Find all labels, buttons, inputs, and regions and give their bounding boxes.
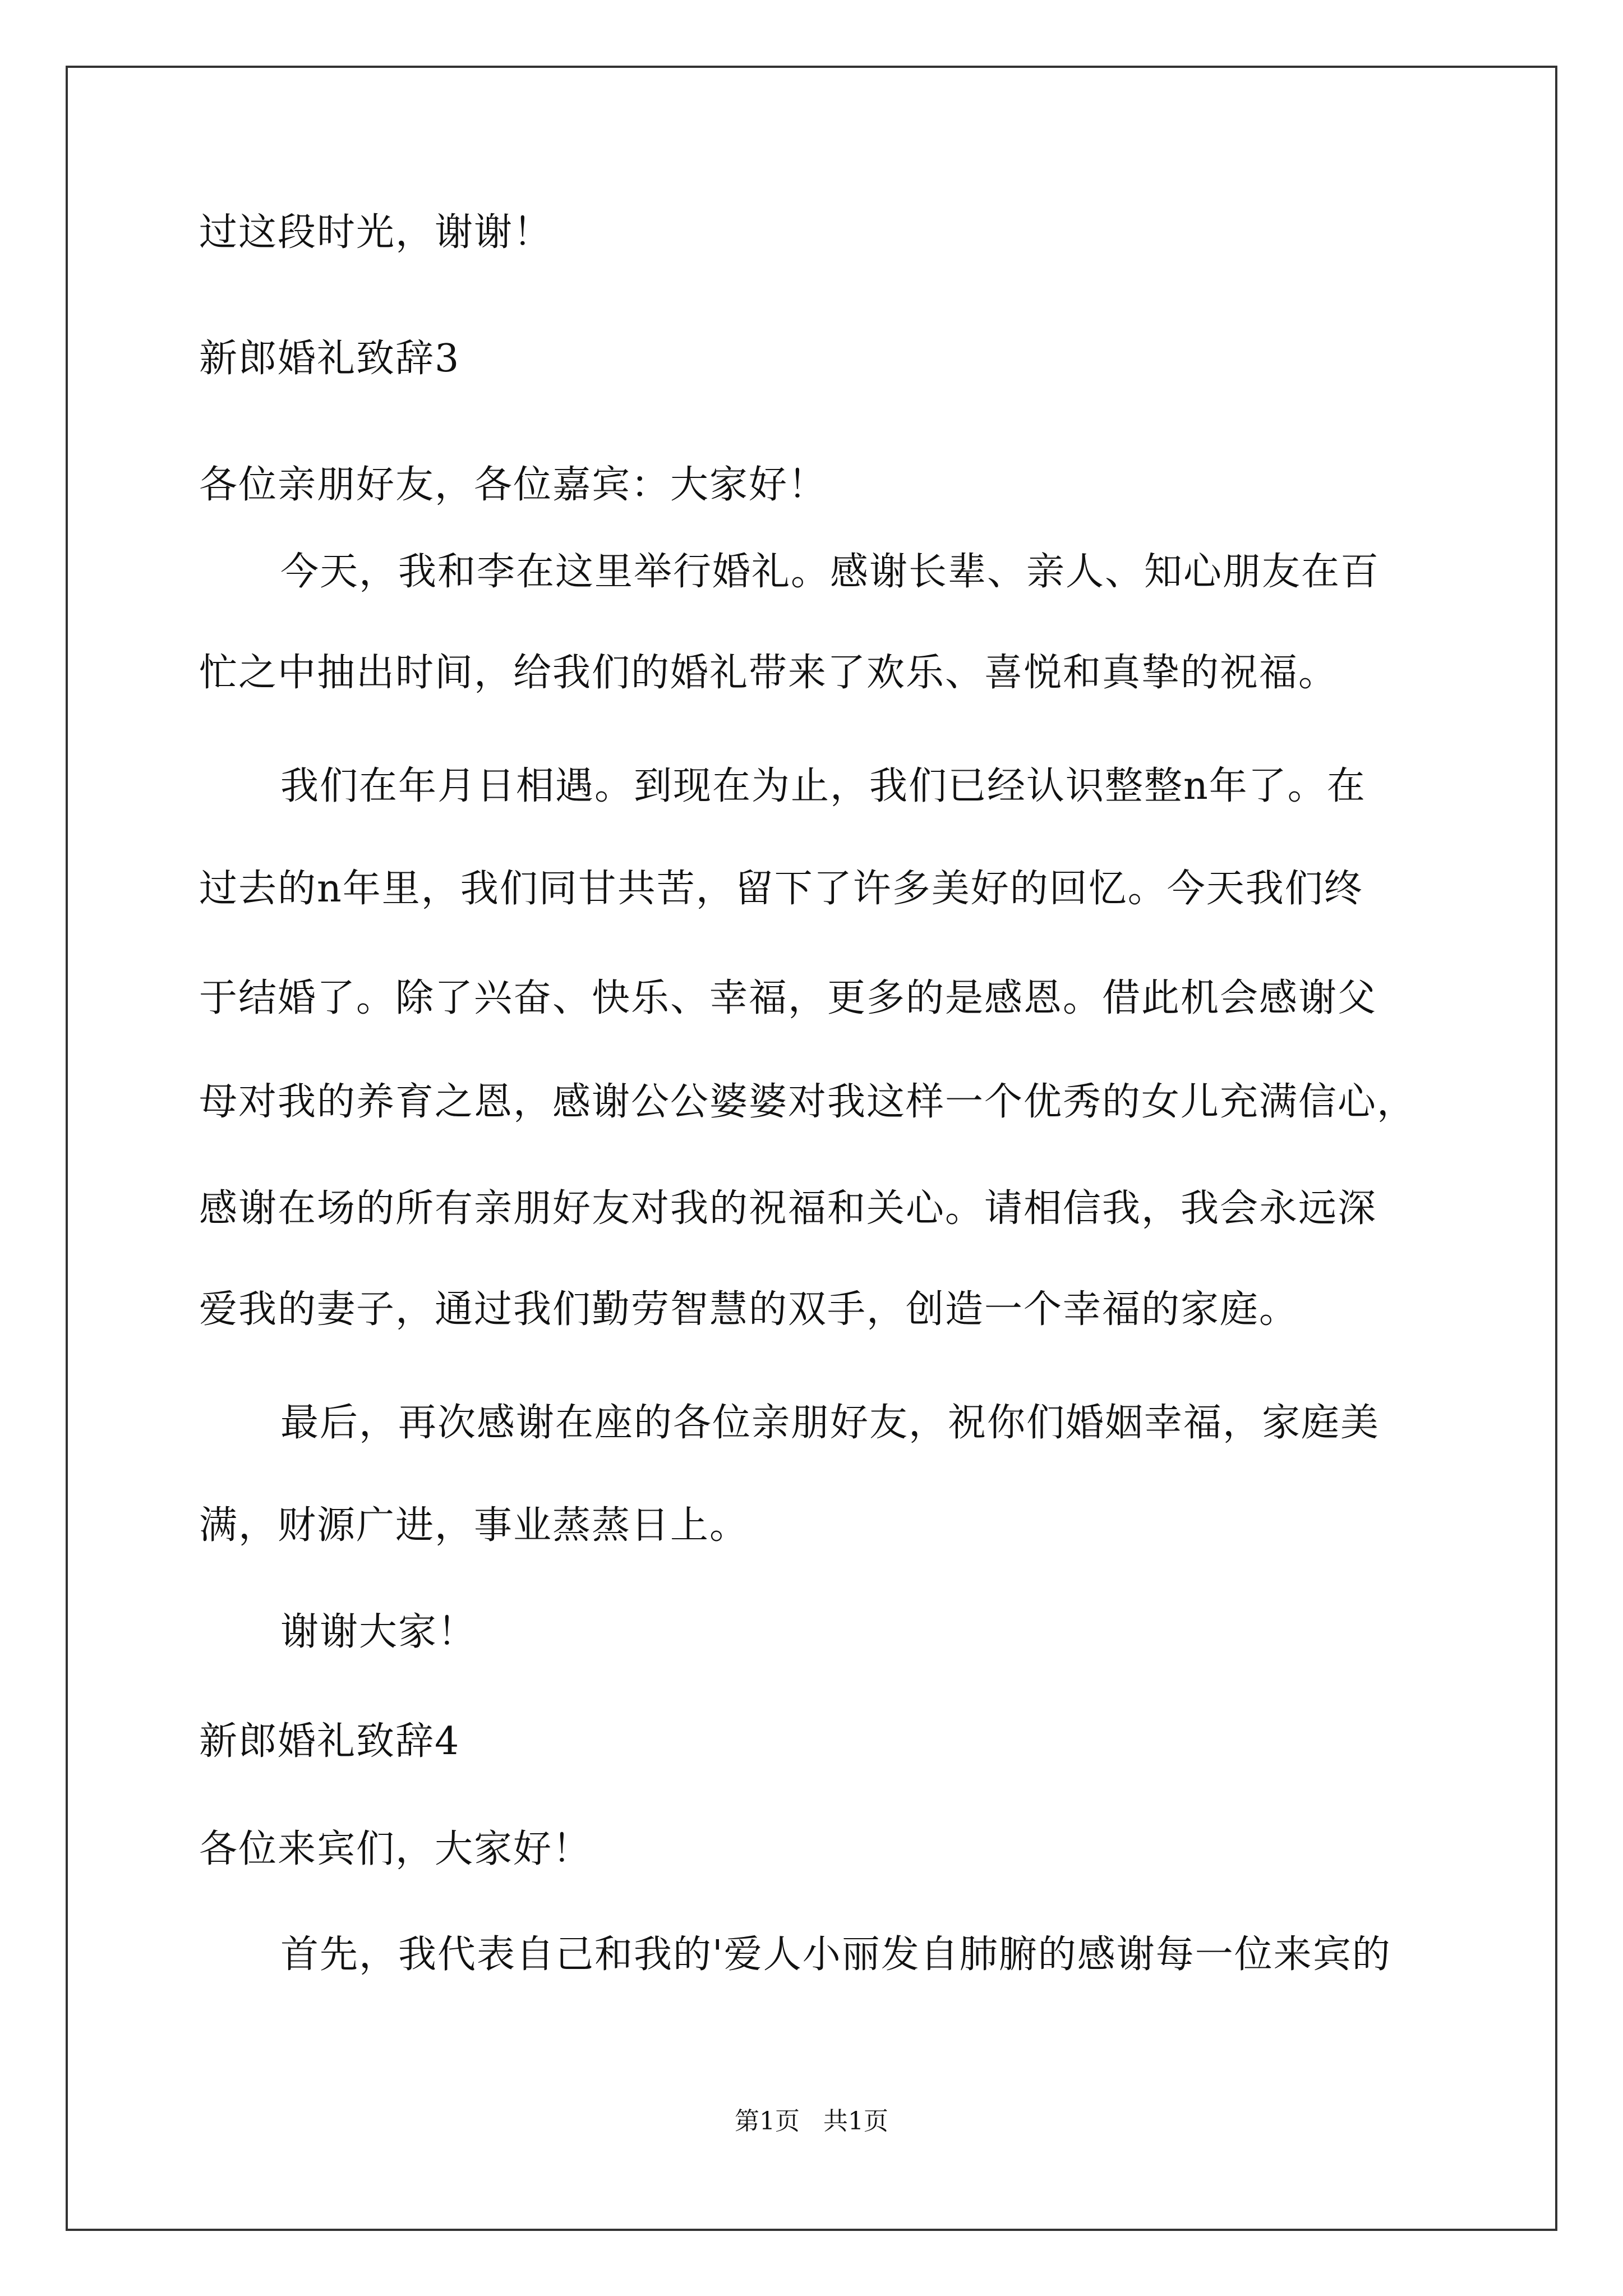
text-line: 过这段时光，谢谢！: [199, 210, 553, 255]
text-line: 谢谢大家！: [280, 1610, 477, 1654]
page-frame: [66, 66, 1557, 2231]
text-line: 感谢在场的所有亲朋好友对我的祝福和关心。请相信我，我会永远深: [199, 1186, 1377, 1231]
text-line: 最后，再次感谢在座的各位亲朋好友，祝你们婚姻幸福，家庭美: [280, 1401, 1380, 1445]
text-line: 我们在年月日相遇。到现在为止，我们已经认识整整n年了。在: [280, 764, 1366, 808]
text-line: 于结婚了。除了兴奋、快乐、幸福，更多的是感恩。借此机会感谢父: [199, 976, 1377, 1020]
text-line: 忙之中抽出时间，给我们的婚礼带来了欢乐、喜悦和真挚的祝福。: [199, 651, 1338, 695]
text-line: 满，财源广进，事业蒸蒸日上。: [199, 1503, 749, 1548]
text-line: 今天，我和李在这里举行婚礼。感谢长辈、亲人、知心朋友在百: [280, 550, 1380, 594]
section-heading: 新郎婚礼致辞3: [199, 337, 460, 381]
text-line: 首先，我代表自己和我的'爱人小丽发自肺腑的感谢每一位来宾的: [280, 1932, 1391, 1977]
text-line: 母对我的养育之恩，感谢公公婆婆对我这样一个优秀的女儿充满信心，: [199, 1080, 1417, 1124]
text-line: 爱我的妻子，通过我们勤劳智慧的双手，创造一个幸福的家庭。: [199, 1287, 1299, 1332]
text-line: 过去的n年里，我们同甘共苦，留下了许多美好的回忆。今天我们终: [199, 867, 1363, 911]
section-heading: 新郎婚礼致辞4: [199, 1719, 460, 1764]
salutation: 各位来宾们，大家好！: [199, 1827, 592, 1871]
page-footer: 第1页 共1页: [735, 2107, 888, 2136]
salutation: 各位亲朋好友，各位嘉宾：大家好！: [199, 463, 828, 507]
